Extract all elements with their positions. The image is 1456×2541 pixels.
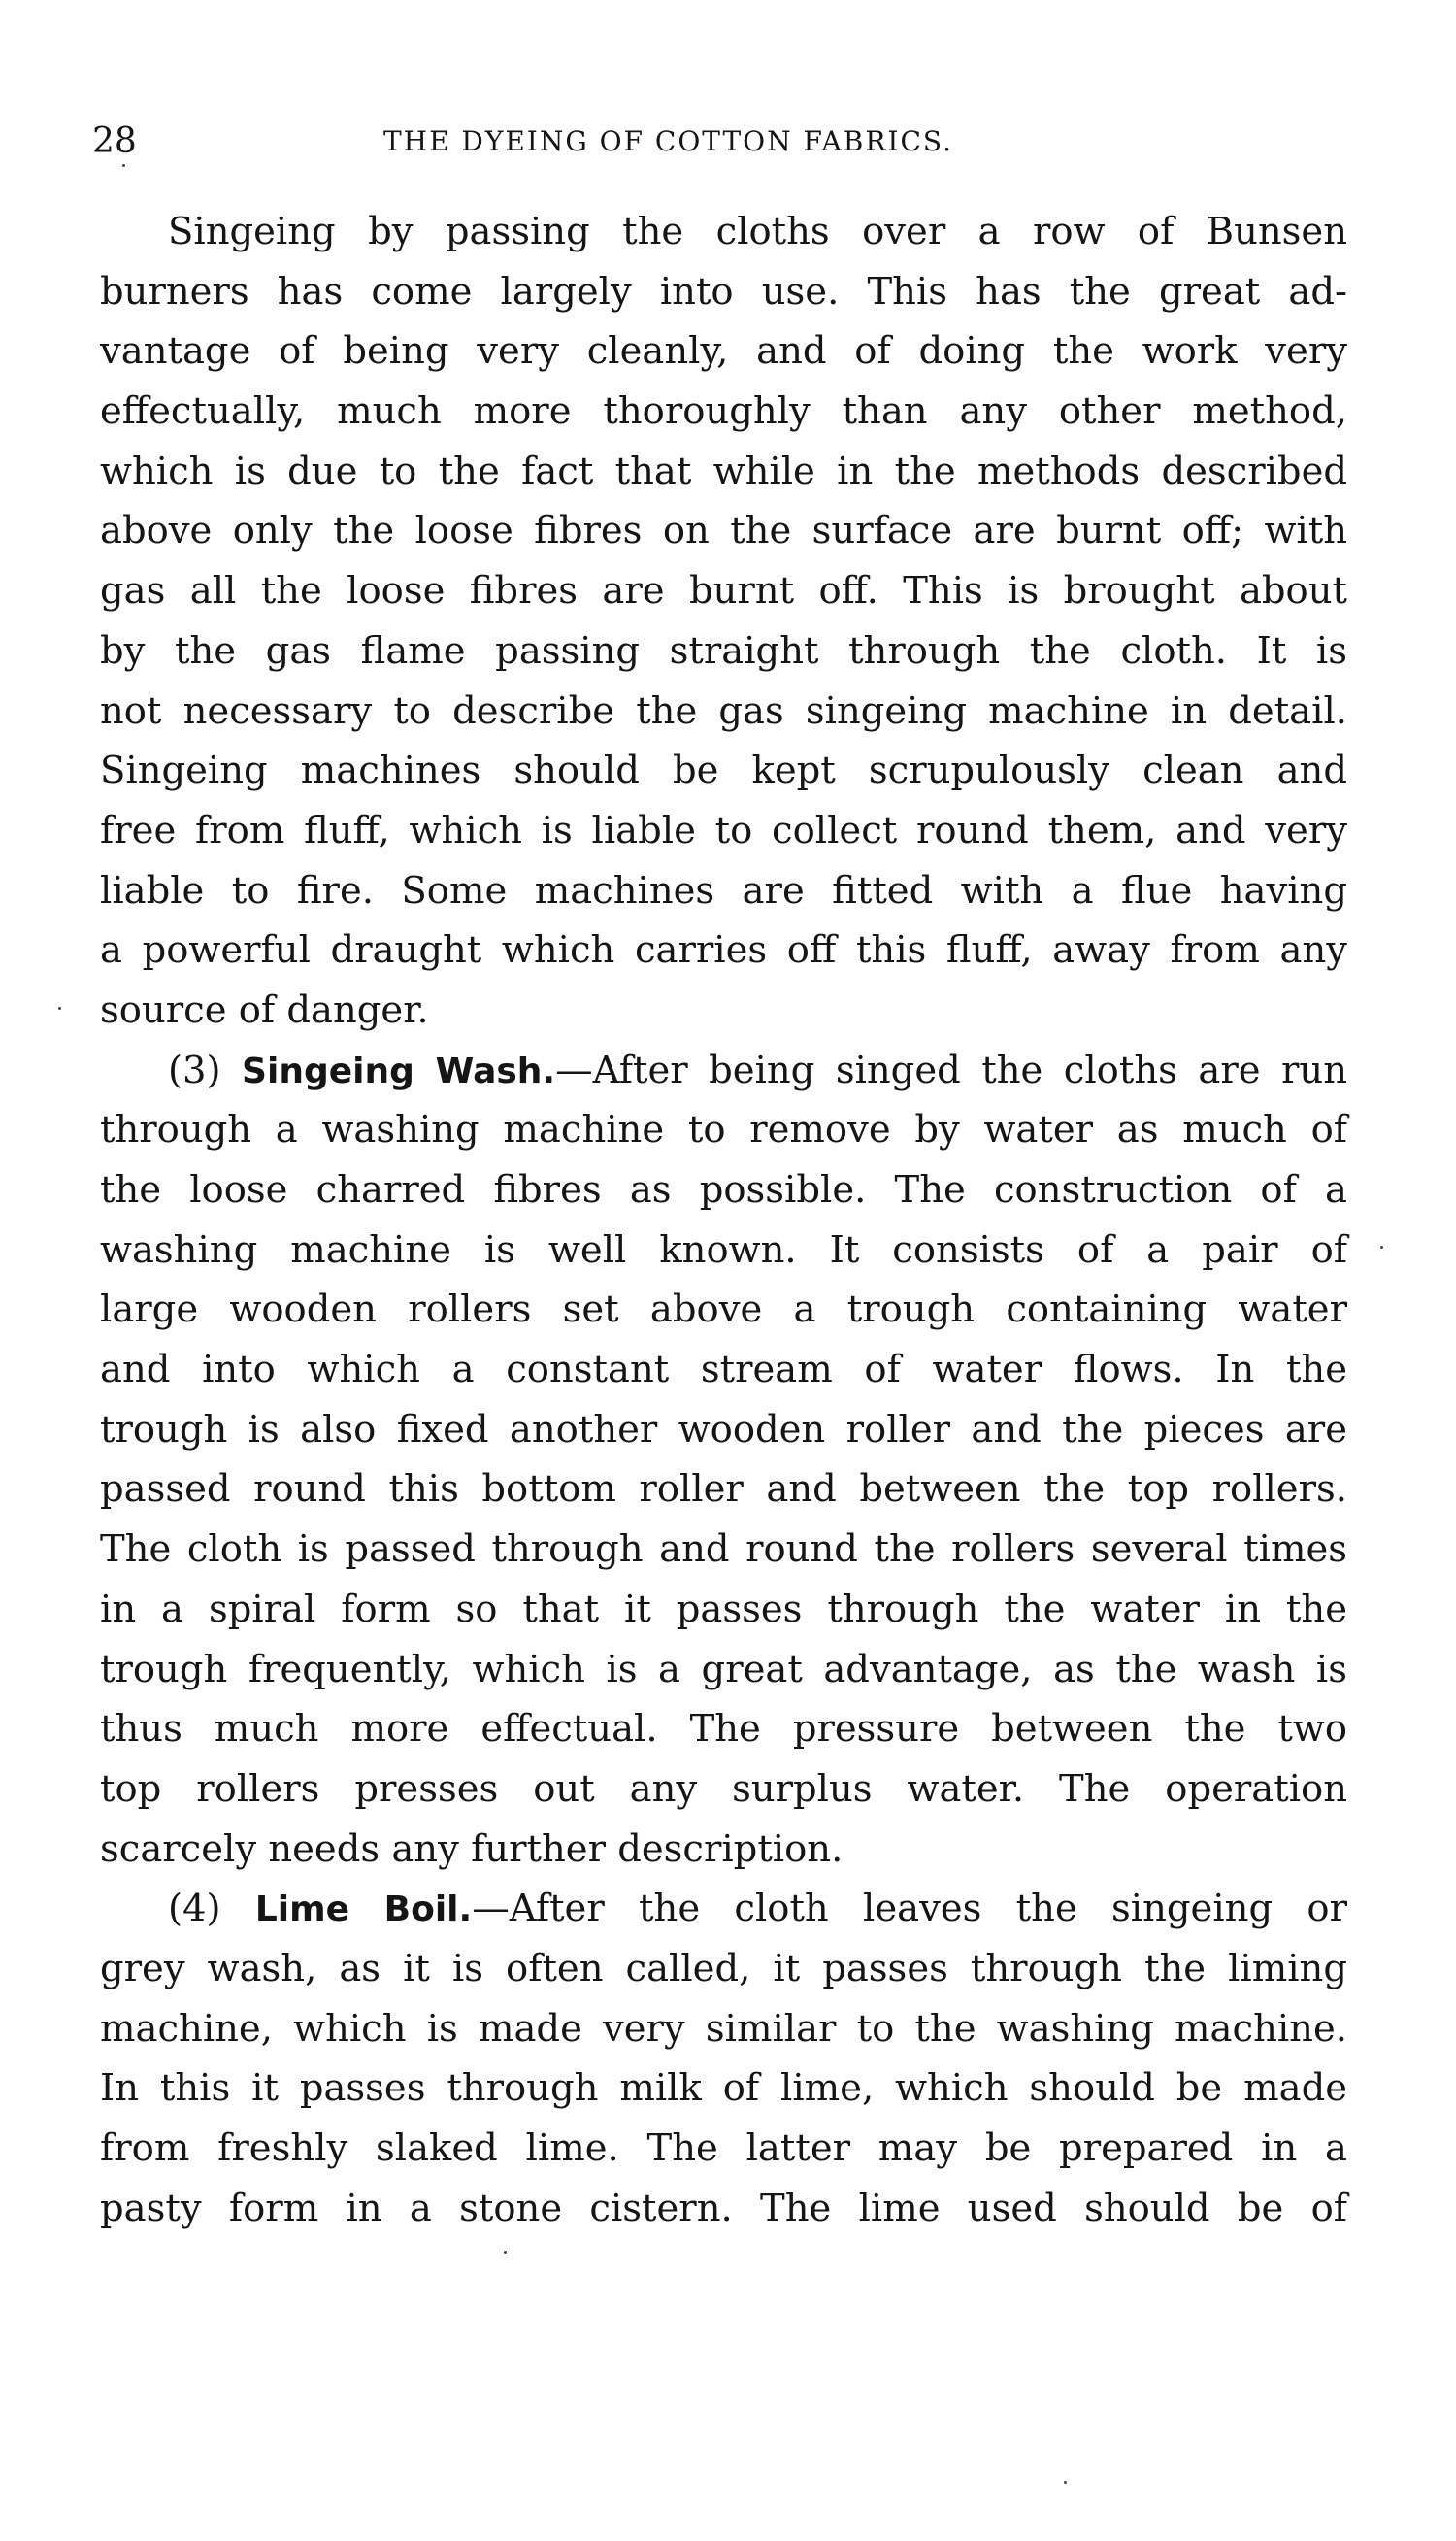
text-line: gas all the loose fibres are burnt off. This is brought about: [100, 569, 1347, 614]
section-first-line-text: —After being singed the cloths are run: [555, 1048, 1347, 1092]
text-line: Singeing by passing the cloths over a row of Bunsen: [168, 210, 1347, 253]
text-line: the loose charred fibres as possible. The construction of a: [100, 1168, 1347, 1212]
text-line: large wooden rollers set above a trough containing water: [100, 1287, 1347, 1332]
text-line: through a washing machine to remove by water as much of: [100, 1108, 1347, 1153]
text-line: washing machine is well known. It consists of a pair of: [100, 1227, 1347, 1272]
paragraph-singeing-gas: [100, 202, 1347, 1041]
text-line: effectually, much more thoroughly than any other method,: [100, 389, 1347, 434]
body-text: [100, 202, 1347, 2238]
text-line: in a spiral form so that it passes through the water in the: [100, 1587, 1347, 1631]
scan-speck: [122, 164, 125, 167]
text-line: which is due to the fact that while in the methods described: [100, 449, 1347, 493]
text-line: above only the loose fibres on the surface are burnt off; with: [100, 509, 1347, 553]
text-line: trough is also fixed another wooden roller and the pieces are: [100, 1407, 1347, 1452]
text-line: liable to fire. Some machines are fitted with a flue having: [100, 868, 1347, 913]
text-line: vantage of being very cleanly, and of doing the work very: [100, 329, 1347, 374]
text-line: source of danger.: [100, 987, 429, 1032]
text-line: passed round this bottom roller and between the top rollers.: [100, 1467, 1347, 1512]
text-line: thus much more effectual. The pressure between the two: [100, 1707, 1347, 1752]
paragraph-singeing-wash: [100, 1041, 1347, 1880]
text-line: machine, which is made very similar to the washing machine.: [100, 2006, 1347, 2051]
section-first-line: [100, 1041, 1347, 1101]
text-line: The cloth is passed through and round the rollers several times: [100, 1527, 1347, 1572]
section-heading: Singeing Wash.: [242, 1051, 556, 1091]
text-line: scarcely needs any further description.: [100, 1826, 844, 1871]
text-line: pasty form in a stone cistern. The lime used should be of: [100, 2186, 1347, 2230]
scan-speck: [58, 1007, 61, 1010]
section-first-line-text: —After the cloth leaves the singeing or: [472, 1887, 1347, 1931]
text-line: burners has come largely into use. This has the great ad-: [100, 269, 1347, 314]
text-line: free from fluff, which is liable to collect round them, and very: [100, 808, 1347, 853]
scan-speck: [1064, 2481, 1067, 2484]
running-head: [92, 117, 1349, 166]
paragraph-lime-boil: [100, 1879, 1347, 2238]
running-title: THE DYEING OF COTTON FABRICS.: [383, 125, 953, 157]
text-line: Singeing machines should be kept scrupulously clean and: [100, 749, 1347, 793]
text-line: not necessary to describe the gas singeing machine in detail.: [100, 688, 1347, 733]
section-first-line: [100, 1879, 1347, 1939]
section-number: (4): [168, 1887, 221, 1931]
scan-speck: [1380, 1246, 1383, 1249]
text-line: grey wash, as it is often called, it passes through the liming: [100, 1946, 1347, 1990]
text-line: by the gas flame passing straight through the cloth. It is: [100, 628, 1347, 673]
section-number: (3): [168, 1048, 221, 1092]
text-line: from freshly slaked lime. The latter may be prepared in a: [100, 2126, 1347, 2170]
text-line: a powerful draught which carries off this fluff, away from any: [100, 928, 1347, 973]
scan-speck: [504, 2251, 507, 2254]
text-line: In this it passes through milk of lime, which should be made: [100, 2066, 1347, 2111]
page-number: 28: [92, 121, 137, 161]
text-line: trough frequently, which is a great advantage, as the wash is: [100, 1647, 1347, 1691]
text-line: top rollers presses out any surplus water. The operation: [100, 1766, 1347, 1811]
text-line: and into which a constant stream of water flows. In the: [100, 1348, 1347, 1392]
section-heading: Lime Boil.: [254, 1889, 473, 1930]
